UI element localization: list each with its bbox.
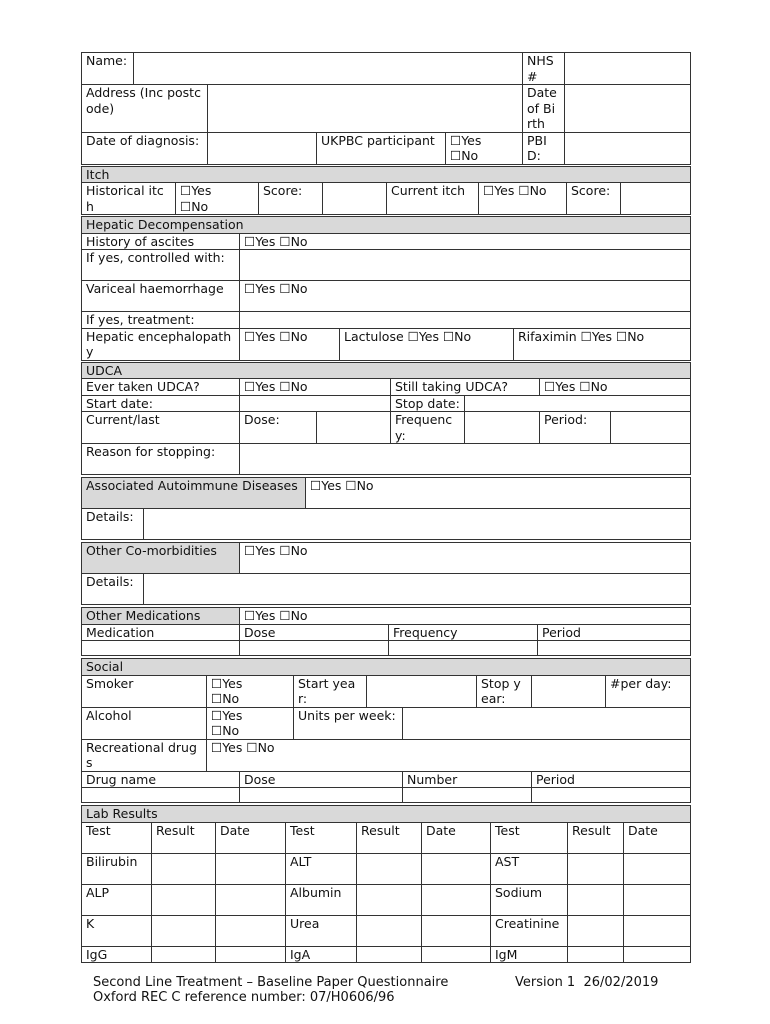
lab-date-cell[interactable] — [216, 915, 286, 946]
udca-section-title: UDCA — [82, 362, 691, 379]
treatment-label: If yes, treatment: — [82, 312, 240, 329]
lab-test-name: Sodium — [491, 884, 568, 915]
autoimmune-section-title: Associated Autoimmune Diseases — [82, 478, 306, 509]
alcohol-label: Alcohol — [82, 707, 207, 739]
historical-itch-checkboxes[interactable] — [176, 183, 259, 215]
period-column-header: Period — [538, 624, 691, 641]
dob-label: Date of Birth — [523, 85, 565, 133]
start-date-label: Start date: — [82, 395, 240, 412]
medication-cell[interactable] — [82, 641, 240, 656]
itch-table — [81, 166, 691, 216]
ever-taken-checkboxes[interactable]: ☐Yes ☐No — [240, 379, 391, 396]
per-day-label: #per day: — [606, 675, 691, 707]
variceal-checkboxes[interactable]: ☐Yes ☐No — [240, 281, 691, 312]
start-year-field[interactable] — [367, 675, 477, 707]
units-per-week-label: Units per week: — [294, 707, 403, 739]
comorbidities-details-label: Details: — [82, 574, 144, 605]
lab-date-cell[interactable] — [216, 946, 286, 963]
lab-date-cell[interactable] — [422, 853, 491, 884]
lab-header: Result — [357, 822, 422, 853]
lab-result-cell[interactable] — [357, 884, 422, 915]
current-last-label: Current/last — [82, 412, 240, 444]
table-row — [82, 884, 691, 915]
pbi-label: PBI D: — [523, 132, 565, 164]
diagnosis-date-label: Date of diagnosis: — [82, 132, 208, 164]
lab-test-name: Albumin — [286, 884, 357, 915]
diagnosis-date-field[interactable] — [208, 132, 317, 164]
lab-test-name: ALP — [82, 884, 152, 915]
lab-result-cell[interactable] — [152, 853, 216, 884]
current-score-label: Score: — [567, 183, 621, 215]
units-per-week-field[interactable] — [403, 707, 691, 739]
frequency-field[interactable] — [465, 412, 540, 444]
autoimmune-table — [81, 477, 691, 540]
ukpbc-yes-checkbox[interactable]: ☐Yes — [450, 132, 482, 148]
lab-test-name: Urea — [286, 915, 357, 946]
lab-header: Test — [82, 822, 152, 853]
lab-test-name: AST — [491, 853, 568, 884]
drug-number-cell[interactable] — [403, 788, 532, 803]
social-table — [81, 658, 691, 803]
medications-table — [81, 607, 691, 656]
address-field[interactable] — [208, 85, 523, 133]
autoimmune-details-field[interactable] — [144, 509, 691, 540]
comorbidities-details-field[interactable] — [144, 574, 691, 605]
lab-header: Date — [624, 822, 691, 853]
drug-name-cell[interactable] — [82, 788, 240, 803]
comorbidities-section-title: Other Co-morbidities — [82, 543, 240, 574]
still-taking-checkboxes[interactable]: ☐Yes ☐No — [540, 379, 691, 396]
page-footer — [93, 975, 683, 1005]
comorbidities-table — [81, 542, 691, 605]
lab-result-cell[interactable] — [568, 853, 624, 884]
lab-result-cell[interactable] — [357, 853, 422, 884]
period-cell[interactable] — [538, 641, 691, 656]
pbi-field[interactable] — [565, 132, 691, 164]
lab-header: Test — [491, 822, 568, 853]
dob-field[interactable] — [565, 85, 691, 133]
period-field[interactable] — [611, 412, 691, 444]
stop-year-label: Stop year: — [477, 675, 532, 707]
current-itch-label: Current itch — [387, 183, 479, 215]
questionnaire-form — [81, 52, 690, 963]
lab-date-cell[interactable] — [422, 884, 491, 915]
frequency-label: Frequency: — [391, 412, 465, 444]
name-label: Name: — [82, 53, 134, 85]
ever-taken-label: Ever taken UDCA? — [82, 379, 240, 396]
stop-date-field[interactable] — [465, 395, 691, 412]
lab-test-name: Creatinine — [491, 915, 568, 946]
lab-results-table — [81, 805, 691, 963]
itch-section-title: Itch — [82, 166, 691, 183]
frequency-cell[interactable] — [389, 641, 538, 656]
social-section-title: Social — [82, 659, 691, 676]
drug-name-column-header: Drug name — [82, 771, 240, 788]
autoimmune-details-label: Details: — [82, 509, 144, 540]
reason-stopping-label: Reason for stopping: — [82, 444, 240, 475]
start-year-label: Start year: — [294, 675, 367, 707]
drug-period-cell[interactable] — [532, 788, 691, 803]
lab-date-cell[interactable] — [422, 915, 491, 946]
lab-result-cell[interactable] — [568, 946, 624, 963]
lab-date-cell[interactable] — [216, 884, 286, 915]
lab-header: Result — [152, 822, 216, 853]
historical-itch-yes[interactable]: ☐Yes — [180, 183, 212, 198]
lab-result-cell[interactable] — [152, 884, 216, 915]
encephalopathy-checkboxes[interactable]: ☐Yes ☐No — [240, 328, 340, 360]
address-label: Address (Inc postcode) — [82, 85, 208, 133]
lab-result-cell[interactable] — [568, 915, 624, 946]
lab-test-name: Bilirubin — [82, 853, 152, 884]
dose-cell[interactable] — [240, 641, 389, 656]
lab-header: Test — [286, 822, 357, 853]
ascites-label: History of ascites — [82, 233, 240, 250]
medications-section-title: Other Medications — [82, 608, 240, 625]
dose-field[interactable] — [317, 412, 391, 444]
name-field[interactable] — [134, 53, 523, 85]
lab-test-name: IgM — [491, 946, 568, 963]
historical-itch-label: Historical itch — [82, 183, 176, 215]
footer-title: Second Line Treatment – Baseline Paper Questionnaire — [93, 975, 449, 990]
footer-date: 26/02/2019 — [583, 975, 659, 990]
reason-stopping-field[interactable] — [240, 444, 691, 475]
table-row — [82, 915, 691, 946]
lab-date-cell[interactable] — [624, 884, 691, 915]
medication-column-header: Medication — [82, 624, 240, 641]
lab-result-cell[interactable] — [357, 915, 422, 946]
lab-date-cell[interactable] — [422, 946, 491, 963]
alcohol-yes[interactable]: ☐Yes — [211, 707, 243, 723]
autoimmune-checkboxes[interactable]: ☐Yes ☐No — [306, 478, 691, 509]
drug-period-column-header: Period — [532, 771, 691, 788]
lab-header: Date — [216, 822, 286, 853]
smoker-checkboxes[interactable] — [207, 675, 294, 707]
ukpbc-checkboxes[interactable] — [446, 132, 523, 164]
lab-test-name: IgG — [82, 946, 152, 963]
hepatic-table — [81, 216, 691, 361]
medications-checkboxes[interactable]: ☐Yes ☐No — [240, 608, 691, 625]
patient-details-table — [81, 52, 691, 165]
lab-section-title: Lab Results — [82, 806, 691, 823]
lab-date-cell[interactable] — [624, 853, 691, 884]
lab-result-cell[interactable] — [357, 946, 422, 963]
controlled-label: If yes, controlled with: — [82, 250, 240, 281]
recreational-drugs-label: Recreational drugs — [82, 739, 207, 771]
smoker-label: Smoker — [82, 675, 207, 707]
score-label: Score: — [259, 183, 323, 215]
frequency-column-header: Frequency — [389, 624, 538, 641]
alcohol-checkboxes[interactable] — [207, 707, 294, 739]
ascites-checkboxes[interactable]: ☐Yes ☐No — [240, 233, 691, 250]
start-date-field[interactable] — [240, 395, 391, 412]
period-label: Period: — [540, 412, 611, 444]
lab-date-cell[interactable] — [624, 946, 691, 963]
drug-dose-column-header: Dose — [240, 771, 403, 788]
lab-test-name: K — [82, 915, 152, 946]
variceal-label: Variceal haemorrhage — [82, 281, 240, 312]
current-itch-checkboxes[interactable]: ☐Yes ☐No — [479, 183, 567, 215]
current-score-field[interactable] — [621, 183, 691, 215]
lab-result-cell[interactable] — [152, 915, 216, 946]
lab-test-name: IgA — [286, 946, 357, 963]
treatment-field[interactable] — [240, 312, 691, 329]
smoker-yes[interactable]: ☐Yes — [211, 675, 243, 691]
drug-number-column-header: Number — [403, 771, 532, 788]
lab-header: Result — [568, 822, 624, 853]
table-row — [82, 946, 691, 963]
score-field[interactable] — [323, 183, 387, 215]
lab-result-cell[interactable] — [568, 884, 624, 915]
ukpbc-label: UKPBC participant — [317, 132, 446, 164]
encephalopathy-label: Hepatic encephalopathy — [82, 328, 240, 360]
rifaximin-checkboxes[interactable]: Rifaximin ☐Yes ☐No — [514, 328, 691, 360]
lab-date-cell[interactable] — [624, 915, 691, 946]
historical-itch-no[interactable]: ☐No — [180, 198, 209, 214]
table-row — [82, 853, 691, 884]
stop-year-field[interactable] — [532, 675, 606, 707]
footer-version: Version 1 — [515, 975, 576, 990]
nhs-label: NHS# — [523, 53, 565, 85]
footer-reference: Oxford REC C reference number: 07/H0606/96 — [93, 990, 395, 1005]
dose-label: Dose: — [240, 412, 317, 444]
drug-dose-cell[interactable] — [240, 788, 403, 803]
hepatic-section-title: Hepatic Decompensation — [82, 217, 691, 234]
alcohol-no[interactable]: ☐No — [211, 723, 240, 738]
dose-column-header: Dose — [240, 624, 389, 641]
udca-table — [81, 362, 691, 476]
lab-test-name: ALT — [286, 853, 357, 884]
still-taking-label: Still taking UDCA? — [391, 379, 540, 396]
lab-header: Date — [422, 822, 491, 853]
smoker-no[interactable]: ☐No — [211, 691, 240, 706]
controlled-field[interactable] — [240, 250, 691, 281]
comorbidities-checkboxes[interactable]: ☐Yes ☐No — [240, 543, 691, 574]
stop-date-label: Stop date: — [391, 395, 465, 412]
lab-result-cell[interactable] — [152, 946, 216, 963]
ukpbc-no-checkbox[interactable]: ☐No — [450, 148, 479, 163]
recreational-drugs-checkboxes[interactable]: ☐Yes ☐No — [207, 739, 691, 771]
lactulose-checkboxes[interactable]: Lactulose ☐Yes ☐No — [340, 328, 514, 360]
nhs-field[interactable] — [565, 53, 691, 85]
lab-date-cell[interactable] — [216, 853, 286, 884]
